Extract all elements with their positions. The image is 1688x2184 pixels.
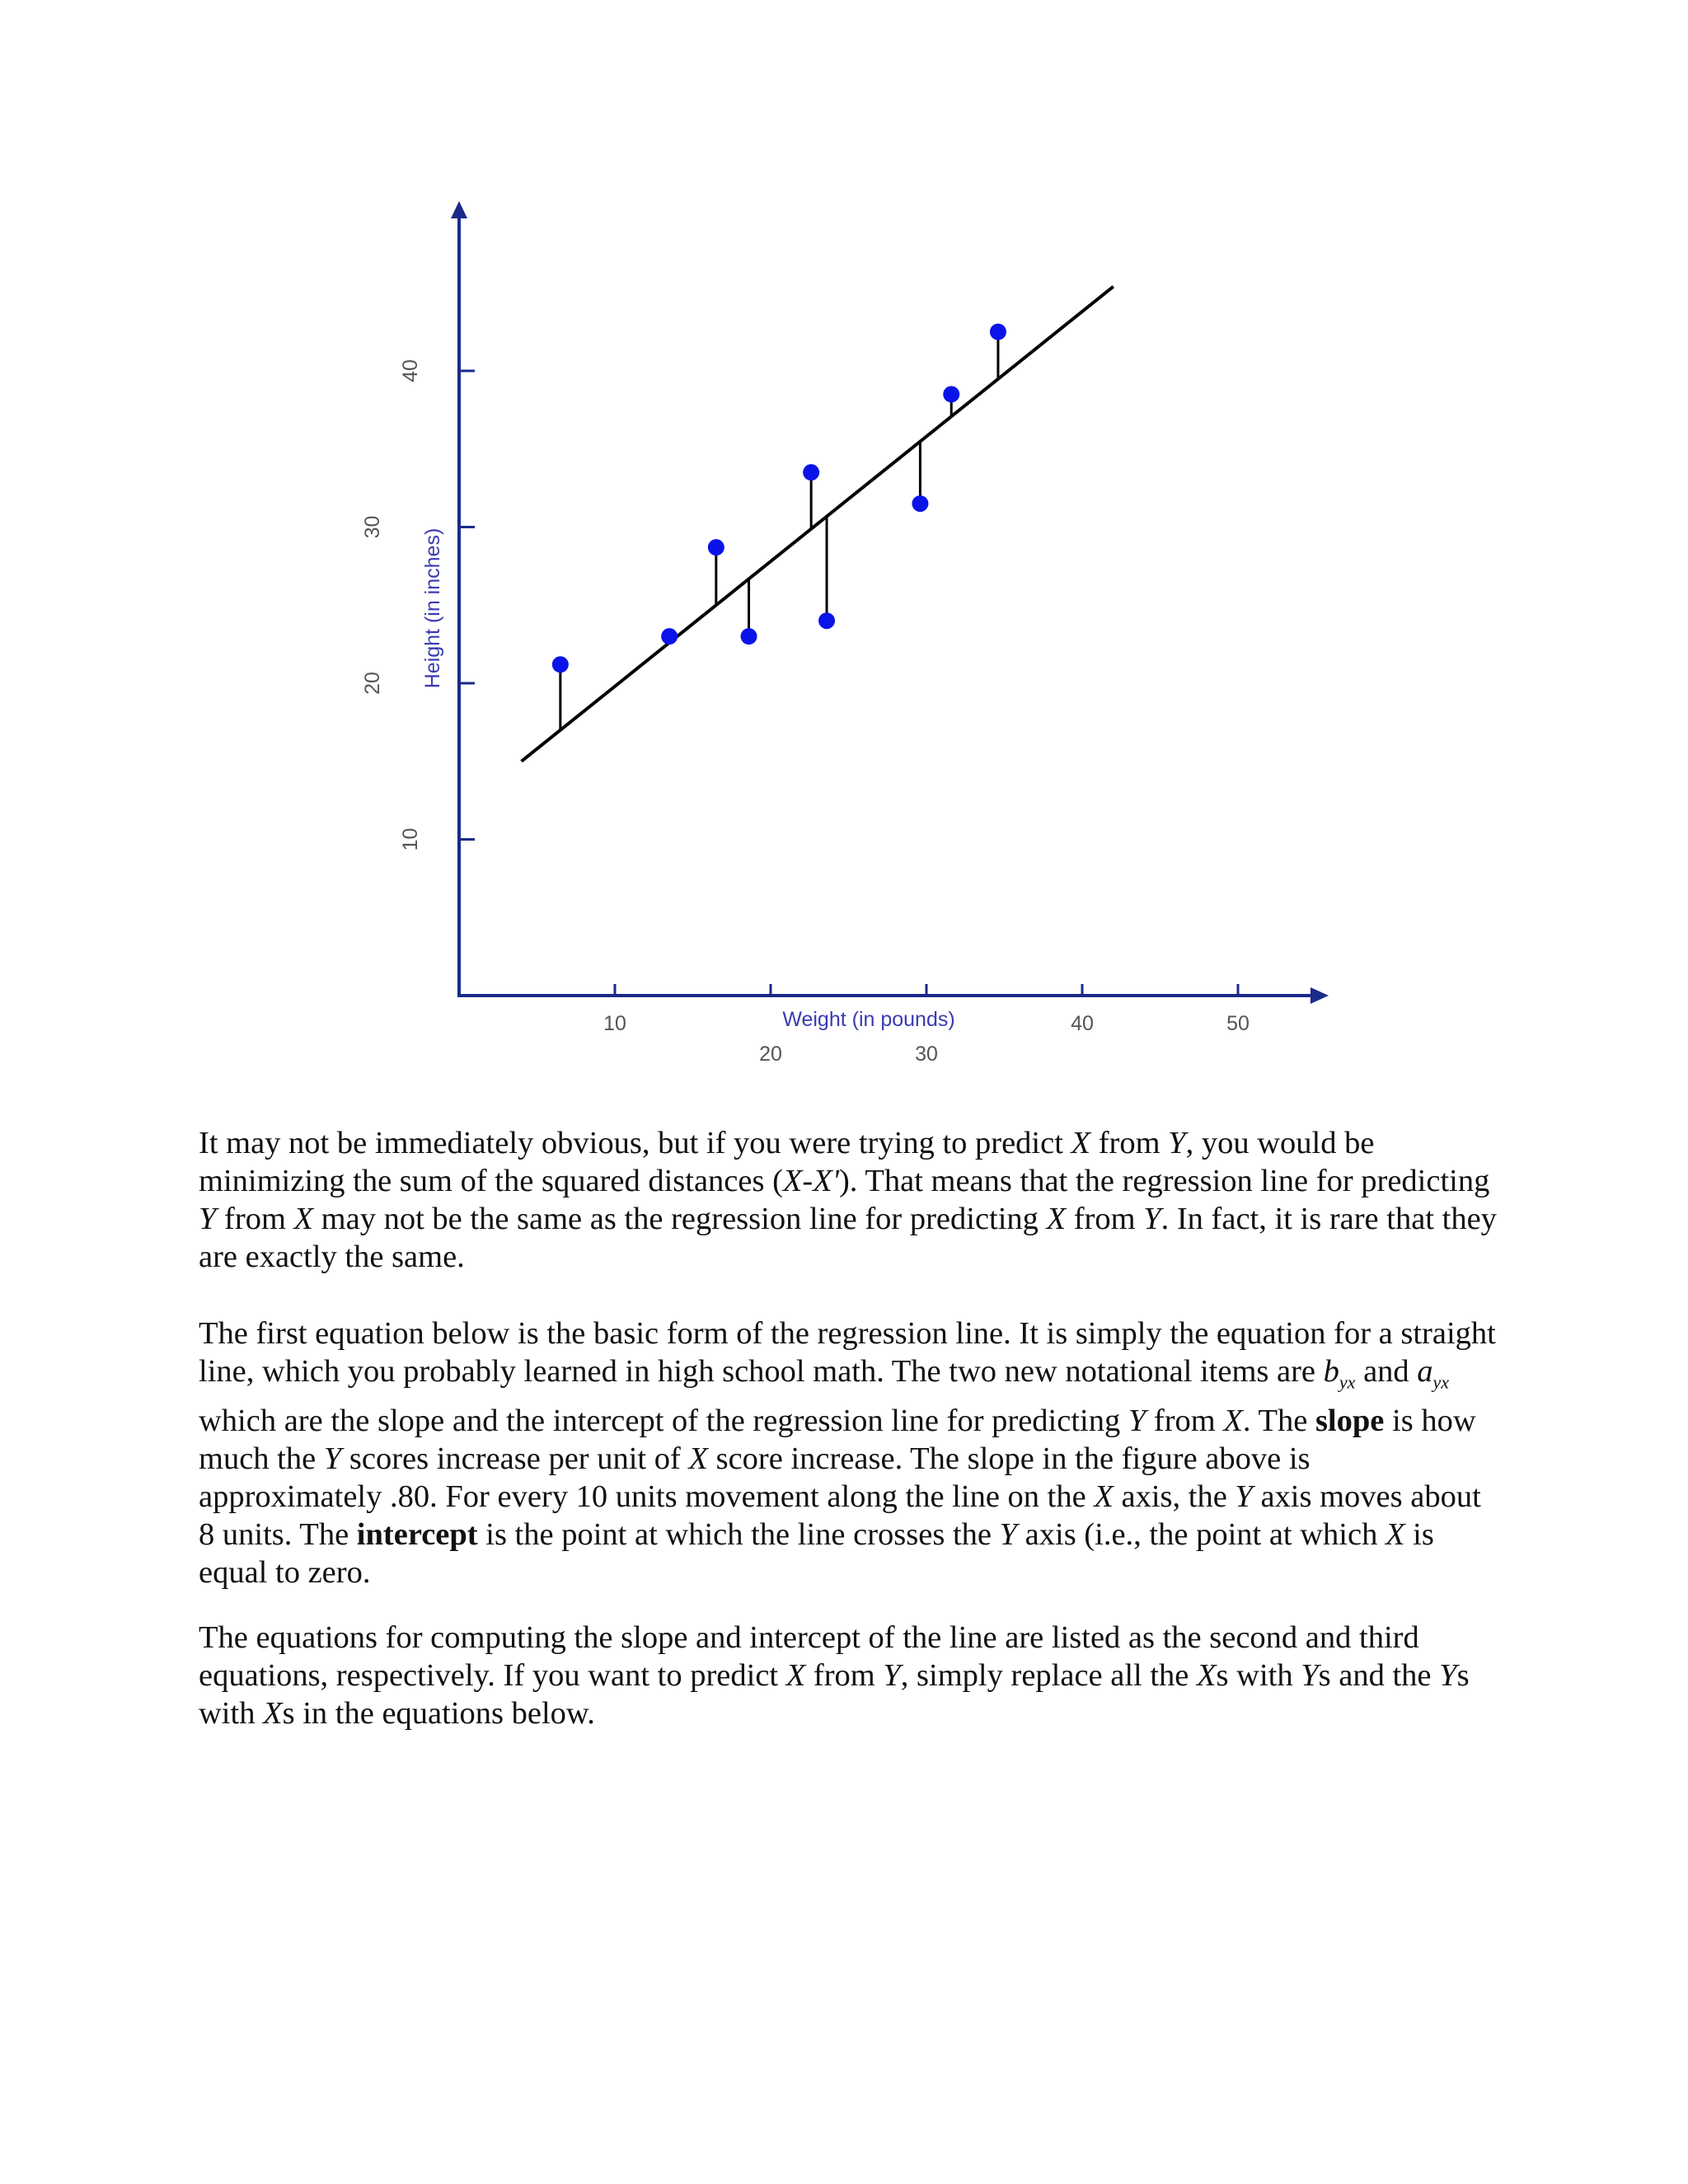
data-point bbox=[943, 386, 959, 402]
data-point bbox=[552, 656, 569, 673]
text-run: Y bbox=[999, 1516, 1018, 1552]
text-run: s with bbox=[199, 1658, 1470, 1731]
axes-layer bbox=[451, 201, 1329, 1004]
text-run: . In fact, it is rare that they are exactly the same. bbox=[199, 1202, 1497, 1274]
text-run: from bbox=[1090, 1126, 1169, 1160]
text-run: X-X' bbox=[782, 1164, 839, 1198]
text-run: , you would be minimizing the sum of the squared distances ( bbox=[199, 1126, 1375, 1198]
text-run: X bbox=[263, 1696, 283, 1731]
text-run: ). That means that the regression line for predicting bbox=[838, 1164, 1490, 1198]
paragraph-3-text bbox=[199, 1619, 1501, 1732]
text-run: X bbox=[293, 1202, 314, 1236]
data-points-layer bbox=[552, 324, 1006, 673]
text-run: X bbox=[1094, 1479, 1114, 1514]
text-run: , simply replace all the bbox=[900, 1658, 1198, 1693]
x-tick-label: 10 bbox=[603, 1012, 626, 1035]
text-run: is the point at which the line crosses the bbox=[477, 1516, 1000, 1552]
text-run: Y bbox=[199, 1202, 217, 1236]
paragraph-slope-intercept-equations bbox=[199, 1619, 1501, 1732]
text-run: X bbox=[1223, 1403, 1243, 1438]
regression-line bbox=[522, 287, 1114, 762]
text-run: X bbox=[1046, 1202, 1067, 1236]
text-run: a bbox=[1417, 1354, 1433, 1389]
paragraph-2-text bbox=[199, 1315, 1501, 1591]
residuals-layer bbox=[560, 332, 998, 730]
y-tick-label: 40 bbox=[399, 359, 422, 382]
text-run: scores increase per unit of bbox=[341, 1441, 689, 1476]
text-run: axis moves about 8 units. The bbox=[199, 1479, 1481, 1552]
text-run: Y bbox=[1235, 1479, 1253, 1514]
data-point bbox=[912, 495, 928, 512]
y-axis-title: Height (in inches) bbox=[421, 527, 444, 689]
text-run: slope bbox=[1315, 1403, 1385, 1438]
text-run: X bbox=[1071, 1126, 1091, 1160]
text-run: is equal to zero. bbox=[199, 1516, 1434, 1590]
data-point bbox=[990, 324, 1006, 340]
text-run: Y bbox=[1128, 1403, 1146, 1438]
text-run: is how much the bbox=[199, 1403, 1476, 1476]
paragraph-regression-line-form bbox=[199, 1315, 1501, 1591]
text-run: Y bbox=[1439, 1658, 1457, 1693]
x-tick-label: 50 bbox=[1226, 1012, 1250, 1035]
text-run: from bbox=[1146, 1403, 1224, 1438]
y-axis-arrow bbox=[451, 201, 467, 218]
text-run: s in the equations below. bbox=[282, 1696, 595, 1731]
text-run: may not be the same as the regression line for predicting bbox=[313, 1202, 1047, 1236]
text-run: X bbox=[785, 1658, 806, 1693]
data-point bbox=[661, 628, 678, 644]
x-axis-arrow bbox=[1311, 987, 1329, 1004]
text-run: from bbox=[216, 1202, 294, 1236]
x-tick-label: 20 bbox=[759, 1043, 782, 1066]
x-tick-label: 40 bbox=[1071, 1012, 1094, 1035]
data-point bbox=[803, 464, 819, 480]
text-run: b bbox=[1323, 1354, 1339, 1389]
text-run: and bbox=[1355, 1354, 1418, 1389]
text-run: intercept bbox=[356, 1516, 478, 1552]
x-axis-title: Weight (in pounds) bbox=[782, 1008, 955, 1031]
text-run: X bbox=[1385, 1516, 1405, 1552]
text-run: axis, the bbox=[1113, 1479, 1236, 1514]
text-run: s and the bbox=[1318, 1658, 1440, 1693]
text-run: The first equation below is the basic form of the regression line. It is simply the equation for a straight line, which you probably learned in high school math. The two new notational items are bbox=[199, 1316, 1496, 1389]
paragraph-1-text bbox=[199, 1124, 1501, 1276]
text-run: . The bbox=[1242, 1403, 1315, 1438]
text-run: The equations for computing the slope and intercept of the line are listed as the second and third equations, respectively. If you want to predict bbox=[199, 1620, 1419, 1693]
text-run: Y bbox=[1168, 1126, 1186, 1160]
text-run: which are the slope and the intercept of the regression line for predicting bbox=[199, 1403, 1128, 1438]
data-point bbox=[708, 539, 724, 555]
y-tick-label: 20 bbox=[361, 672, 384, 695]
y-tick-label: 10 bbox=[399, 827, 422, 851]
text-run: Y bbox=[1143, 1202, 1161, 1236]
text-run: score increase. The slope in the figure above is approximately .80. For every 10 units movement along the line on the bbox=[199, 1441, 1311, 1514]
text-run: Y bbox=[323, 1441, 342, 1476]
text-run: from bbox=[805, 1658, 884, 1693]
paragraph-predict-x-from-y bbox=[199, 1124, 1501, 1276]
text-run: Y bbox=[1301, 1658, 1319, 1693]
text-run: X bbox=[1197, 1658, 1217, 1693]
text-run: axis (i.e., the point at which bbox=[1017, 1516, 1386, 1552]
regression-line-layer bbox=[522, 287, 1114, 762]
x-tick-label: 30 bbox=[915, 1043, 938, 1066]
y-tick-label: 30 bbox=[361, 515, 384, 539]
text-run: yx bbox=[1339, 1371, 1356, 1393]
text-run: s with bbox=[1216, 1658, 1301, 1693]
text-run: X bbox=[688, 1441, 708, 1476]
text-run: It may not be immediately obvious, but if you were trying to predict bbox=[199, 1126, 1071, 1160]
text-run: yx bbox=[1432, 1371, 1450, 1393]
text-run: from bbox=[1066, 1202, 1144, 1236]
axis-ticks-layer bbox=[361, 359, 1250, 1066]
data-point bbox=[741, 628, 757, 644]
text-run: Y bbox=[883, 1658, 901, 1693]
data-point bbox=[818, 612, 835, 629]
